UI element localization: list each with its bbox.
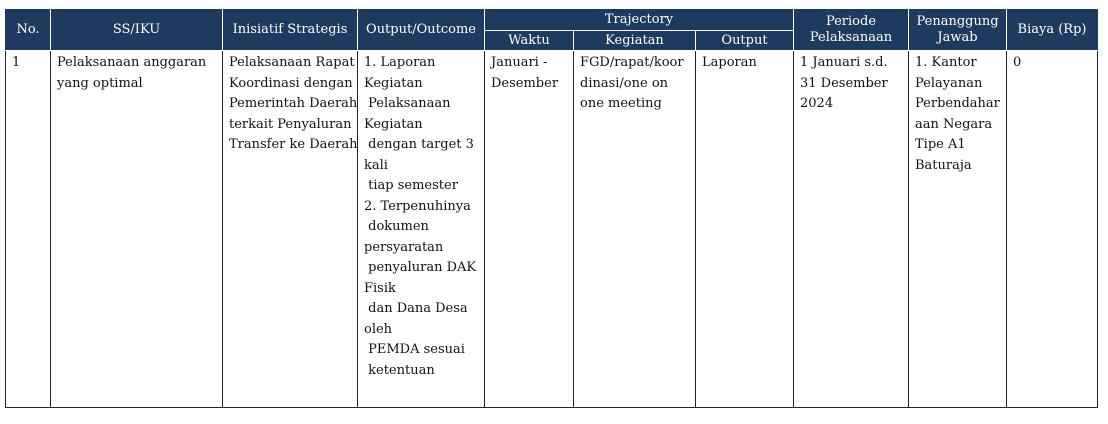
cell-line: one meeting <box>580 96 662 111</box>
cell-line: Pelaksanaan anggaran <box>57 55 207 70</box>
cell-line: dinasi/one on <box>580 75 669 91</box>
cell-ss-iku <box>51 51 223 408</box>
header-penanggung-jawab <box>909 10 1007 51</box>
cell-line: Koordinasi dengan <box>229 75 353 91</box>
cell-line: yang optimal <box>57 75 143 91</box>
cell-line: Baturaja <box>915 157 972 173</box>
cell-line: dengan target 3 <box>364 137 474 152</box>
header-periode-line-2: Pelaksanaan <box>809 30 893 45</box>
cell-line: Pelayanan <box>915 75 983 91</box>
header-trajectory: Trajectory <box>485 10 794 31</box>
header-periode-line-1: Periode <box>825 14 877 29</box>
cell-line: penyaluran DAK <box>364 260 477 275</box>
cell-line: 1. Laporan <box>364 55 436 70</box>
cell-line: dan Dana Desa <box>364 301 468 316</box>
header-no: No. <box>6 10 51 51</box>
cell-line: 1 Januari s.d. <box>800 55 888 70</box>
header-penanggung-line-2: Jawab <box>937 30 978 45</box>
header-periode-pelaksanaan <box>794 10 909 51</box>
cell-line: oleh <box>364 321 393 337</box>
header-penanggung-line-1: Penanggung <box>916 14 999 29</box>
plan-table <box>5 9 1098 408</box>
cell-kegiatan <box>574 51 696 408</box>
header-inisiatif-strategis: Inisiatif Strategis <box>223 10 358 51</box>
cell-line: ketentuan <box>364 362 435 378</box>
cell-line: Tipe A1 <box>915 137 966 152</box>
cell-line: Perbendahar <box>915 96 1000 111</box>
header-output-outcome: Output/Outcome <box>358 10 485 51</box>
cell-penanggung-jawab <box>909 51 1007 408</box>
cell-line: Pelaksanaan Rapat <box>229 55 355 70</box>
cell-waktu <box>485 51 574 408</box>
cell-line: dokumen <box>364 219 429 234</box>
cell-output <box>696 51 794 408</box>
header-biaya: Biaya (Rp) <box>1007 10 1098 51</box>
table-row <box>6 51 1098 408</box>
cell-no: 1 <box>6 51 51 408</box>
cell-line: terkait Penyaluran <box>229 116 352 132</box>
header-kegiatan: Kegiatan <box>574 31 696 51</box>
cell-line: Kegiatan <box>364 116 423 132</box>
cell-line: 2024 <box>800 96 834 111</box>
cell-line: Transfer ke Daerah <box>229 137 358 152</box>
cell-line: Kegiatan <box>364 75 423 91</box>
cell-line: Desember <box>491 75 559 91</box>
cell-biaya: 0 <box>1007 51 1098 408</box>
header-waktu: Waktu <box>485 31 574 51</box>
cell-line: Laporan <box>702 55 757 70</box>
cell-line: kali <box>364 157 388 173</box>
cell-line: Pemerintah Daerah <box>229 96 358 111</box>
cell-line: Januari - <box>491 55 548 70</box>
cell-line: 31 Desember <box>800 75 888 91</box>
cell-line: Pelaksanaan <box>364 96 451 111</box>
cell-line: 1. Kantor <box>915 55 977 70</box>
cell-line: aan Negara <box>915 116 993 132</box>
cell-line: tiap semester <box>364 178 458 193</box>
header-output: Output <box>696 31 794 51</box>
cell-line: PEMDA sesuai <box>364 342 465 357</box>
cell-line: FGD/rapat/koor <box>580 55 684 70</box>
cell-periode-pelaksanaan <box>794 51 909 408</box>
cell-output-outcome <box>358 51 485 408</box>
cell-line: Fisik <box>364 280 396 296</box>
cell-line: 2. Terpenuhinya <box>364 198 471 214</box>
cell-inisiatif-strategis <box>223 51 358 408</box>
cell-line: persyaratan <box>364 239 444 255</box>
header-ss-iku: SS/IKU <box>51 10 223 51</box>
